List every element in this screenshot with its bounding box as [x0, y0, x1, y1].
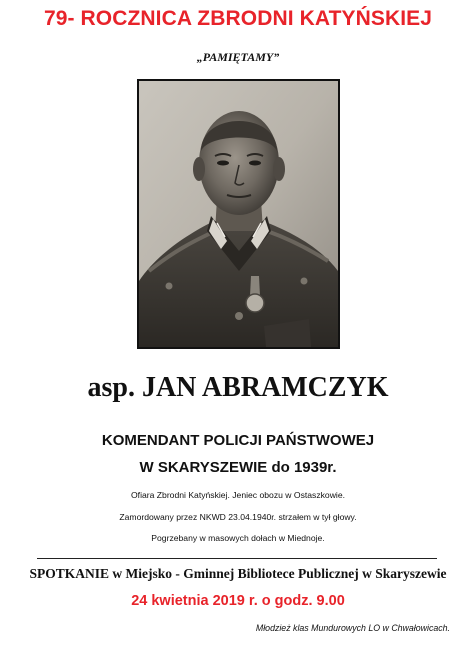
position-line-2: W SKARYSZEWIE do 1939r. [139, 459, 337, 476]
bio-line-1: Ofiara Zbrodni Katyńskiej. Jeniec obozu w Ostaszkowie. [131, 490, 345, 500]
poster-headline: 79- ROCZNICA ZBRODNI KATYŃSKIEJ [43, 7, 433, 30]
portrait-photo [139, 81, 338, 347]
event-date: 24 kwietnia 2019 r. o godz. 9.00 [131, 593, 345, 609]
divider-line [37, 558, 437, 559]
credit-line: Młodzież klas Mundurowych LO w Chwałowicach. [255, 623, 450, 633]
portrait-photo-frame [137, 79, 340, 349]
bio-line-3: Pogrzebany w masowych dołach w Miednoje. [151, 533, 325, 543]
bio-line-2: Zamordowany przez NKWD 23.04.1940r. strzałem w tył głowy. [119, 512, 357, 522]
meeting-info: SPOTKANIE w Miejsko - Gminnej Bibliotece Publicznej w Skaryszewie [29, 566, 447, 581]
position-line-1: KOMENDANT POLICJI PAŃSTWOWEJ [101, 432, 375, 449]
poster-motto: „PAMIĘTAMY” [196, 50, 280, 64]
person-name: asp. JAN ABRAMCZYK [87, 372, 389, 403]
